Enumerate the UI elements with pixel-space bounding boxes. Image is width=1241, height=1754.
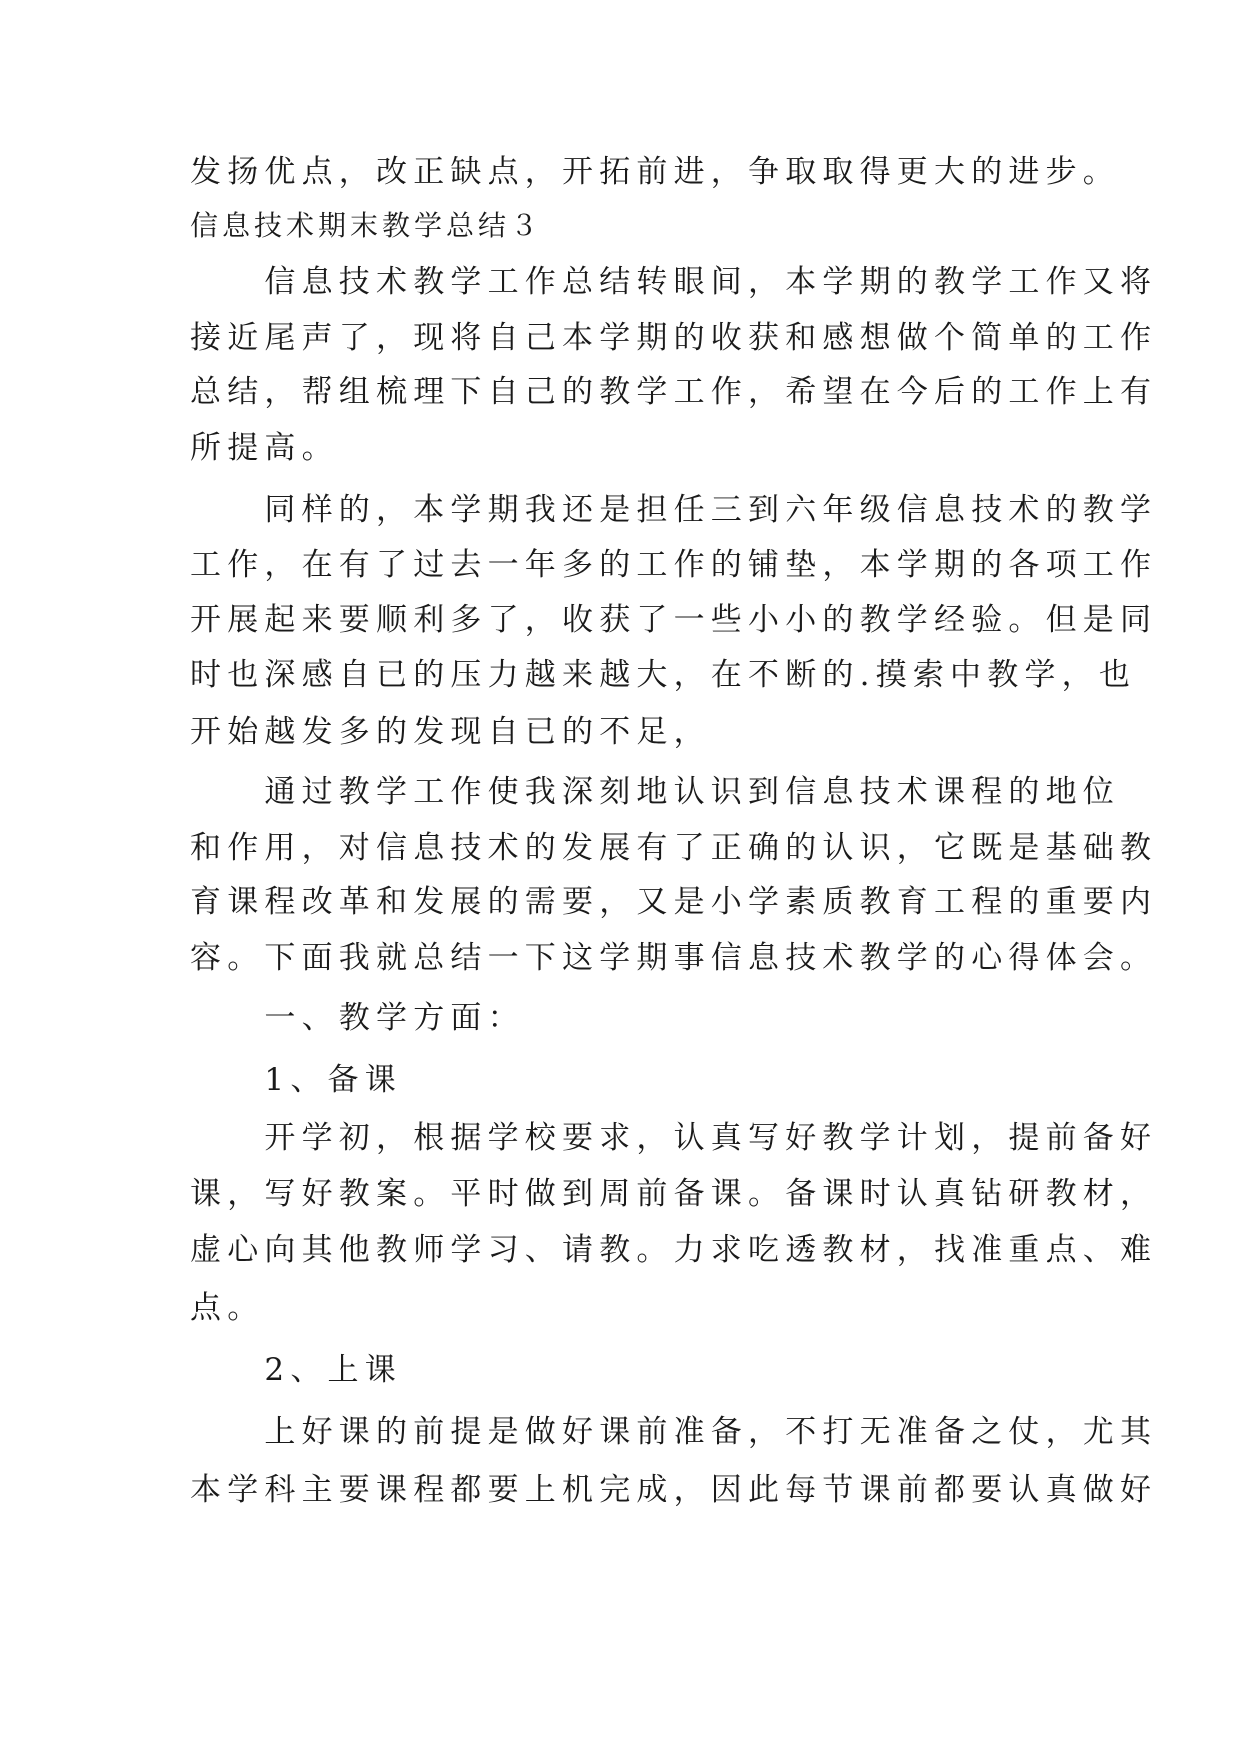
text-line: 开始越发多的发现自已的不足， bbox=[190, 714, 711, 750]
text-line: 育课程改革和发展的需要，又是小学素质教育工程的重要内 bbox=[190, 884, 1158, 920]
subsection-heading: 1、备课 bbox=[190, 1062, 402, 1098]
section-heading: 一、教学方面： bbox=[190, 1000, 525, 1036]
section-title: 信息技术期末教学总结３ bbox=[190, 209, 543, 242]
text-line: 发扬优点，改正缺点，开拓前进，争取取得更大的进步。 bbox=[190, 154, 1120, 190]
text-line: 本学科主要课程都要上机完成，因此每节课前都要认真做好 bbox=[190, 1472, 1158, 1508]
text-line: 和作用，对信息技术的发展有了正确的认识，它既是基础教 bbox=[190, 830, 1158, 866]
text-line: 接近尾声了，现将自己本学期的收获和感想做个简单的工作 bbox=[190, 320, 1158, 356]
subsection-heading: 2、上课 bbox=[190, 1352, 402, 1388]
text-line: 时也深感自已的压力越来越大，在不断的.摸索中教学，也 bbox=[190, 657, 1137, 693]
text-line: 课，写好教案。平时做到周前备课。备课时认真钻研教材， bbox=[190, 1176, 1158, 1212]
text-line: 容。下面我就总结一下这学期事信息技术教学的心得体会。 bbox=[190, 940, 1158, 976]
text-line: 所提高。 bbox=[190, 430, 339, 466]
text-line: 虚心向其他教师学习、请教。力求吃透教材，找准重点、难 bbox=[190, 1232, 1158, 1268]
text-line: 信息技术教学工作总结转眼间，本学期的教学工作又将 bbox=[190, 264, 1158, 300]
text-line: 开展起来要顺利多了，收获了一些小小的教学经验。但是同 bbox=[190, 602, 1158, 638]
text-line: 同样的，本学期我还是担任三到六年级信息技术的教学 bbox=[190, 492, 1158, 528]
text-line: 上好课的前提是做好课前准备，不打无准备之仗，尤其 bbox=[190, 1414, 1158, 1450]
text-line: 工作，在有了过去一年多的工作的铺垫，本学期的各项工作 bbox=[190, 547, 1158, 583]
text-line: 开学初，根据学校要求，认真写好教学计划，提前备好 bbox=[190, 1120, 1158, 1156]
text-line: 总结，帮组梳理下自己的教学工作，希望在今后的工作上有 bbox=[190, 374, 1158, 410]
text-line: 点。 bbox=[190, 1290, 265, 1326]
text-line: 通过教学工作使我深刻地认识到信息技术课程的地位 bbox=[190, 774, 1120, 810]
